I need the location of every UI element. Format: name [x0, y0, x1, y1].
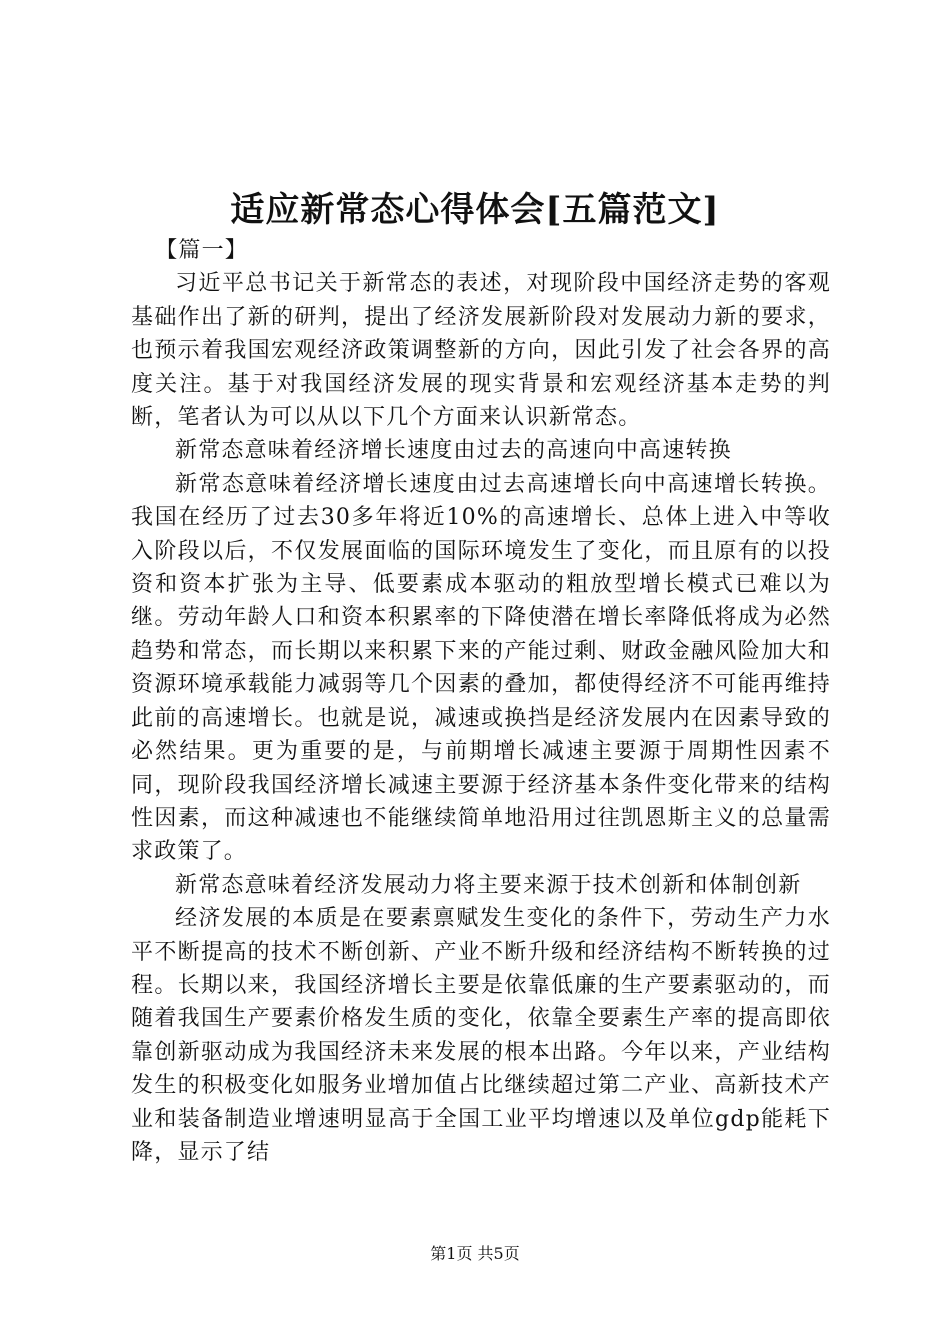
subheading-innovation: 新常态意味着经济发展动力将主要来源于技术创新和体制创新: [175, 872, 802, 898]
document-title: 适应新常态心得体会[五篇范文]: [230, 190, 720, 230]
page-footer: 第1页 共5页: [430, 1244, 520, 1263]
paragraph-growth-speed: 新常态意味着经济增长速度由过去高速增长向中高速增长转换。我国在经历了过去30多年将近10%的高速增长、总体上进入中等收入阶段以后，不仅发展面临的国际环境发生了变化，而且原有的以投资和资本扩张为主导、低要素成本驱动的粗放型增长模式已难以为继。劳动年龄人口和资本积累率的下降使潜在增长率降低将成为必然趋势和常态，而长期以来积累下来的产能过剩、财政金融风险加大和资源环境承载能力减弱等几个因素的叠加，都使得经济不可能再维持此前的高速增长。也就是说，减速或换挡是经济发展内在因素导致的必然结果。更为重要的是，与前期增长减速主要源于周期性因素不同，现阶段我国经济增长减速主要源于经济基本条件变化带来的结构性因素，而这种减速也不能继续简单地沿用过往凯恩斯主义的总量需求政策了。: [131, 471, 831, 865]
paragraph-innovation: 经济发展的本质是在要素禀赋发生变化的条件下，劳动生产力水平不断提高的技术不断创新、产业不断升级和经济结构不断转换的过程。长期以来，我国经济增长主要是依靠低廉的生产要素驱动的，而随着我国生产要素价格发生质的变化，依靠全要素生产率的提高即依靠创新驱动成为我国经济未来发展的根本出路。今年以来，产业结构发生的积极变化如服务业增加值占比继续超过第二产业、高新技术产业和装备制造业增速明显高于全国工业平均增速以及单位gdp能耗下降，显示了结: [131, 906, 831, 1165]
paragraph-intro: 习近平总书记关于新常态的表述，对现阶段中国经济走势的客观基础作出了新的研判，提出了经济发展新阶段对发展动力新的要求，也预示着我国宏观经济政策调整新的方向，因此引发了社会各界的高度关注。基于对我国经济发展的现实背景和宏观经济基本走势的判断，笔者认为可以从以下几个方面来认识新常态。: [131, 271, 831, 431]
section-label: 【篇一】: [155, 238, 248, 263]
subheading-growth-speed: 新常态意味着经济增长速度由过去的高速向中高速转换: [175, 438, 732, 464]
document-body: [131, 234, 831, 1169]
